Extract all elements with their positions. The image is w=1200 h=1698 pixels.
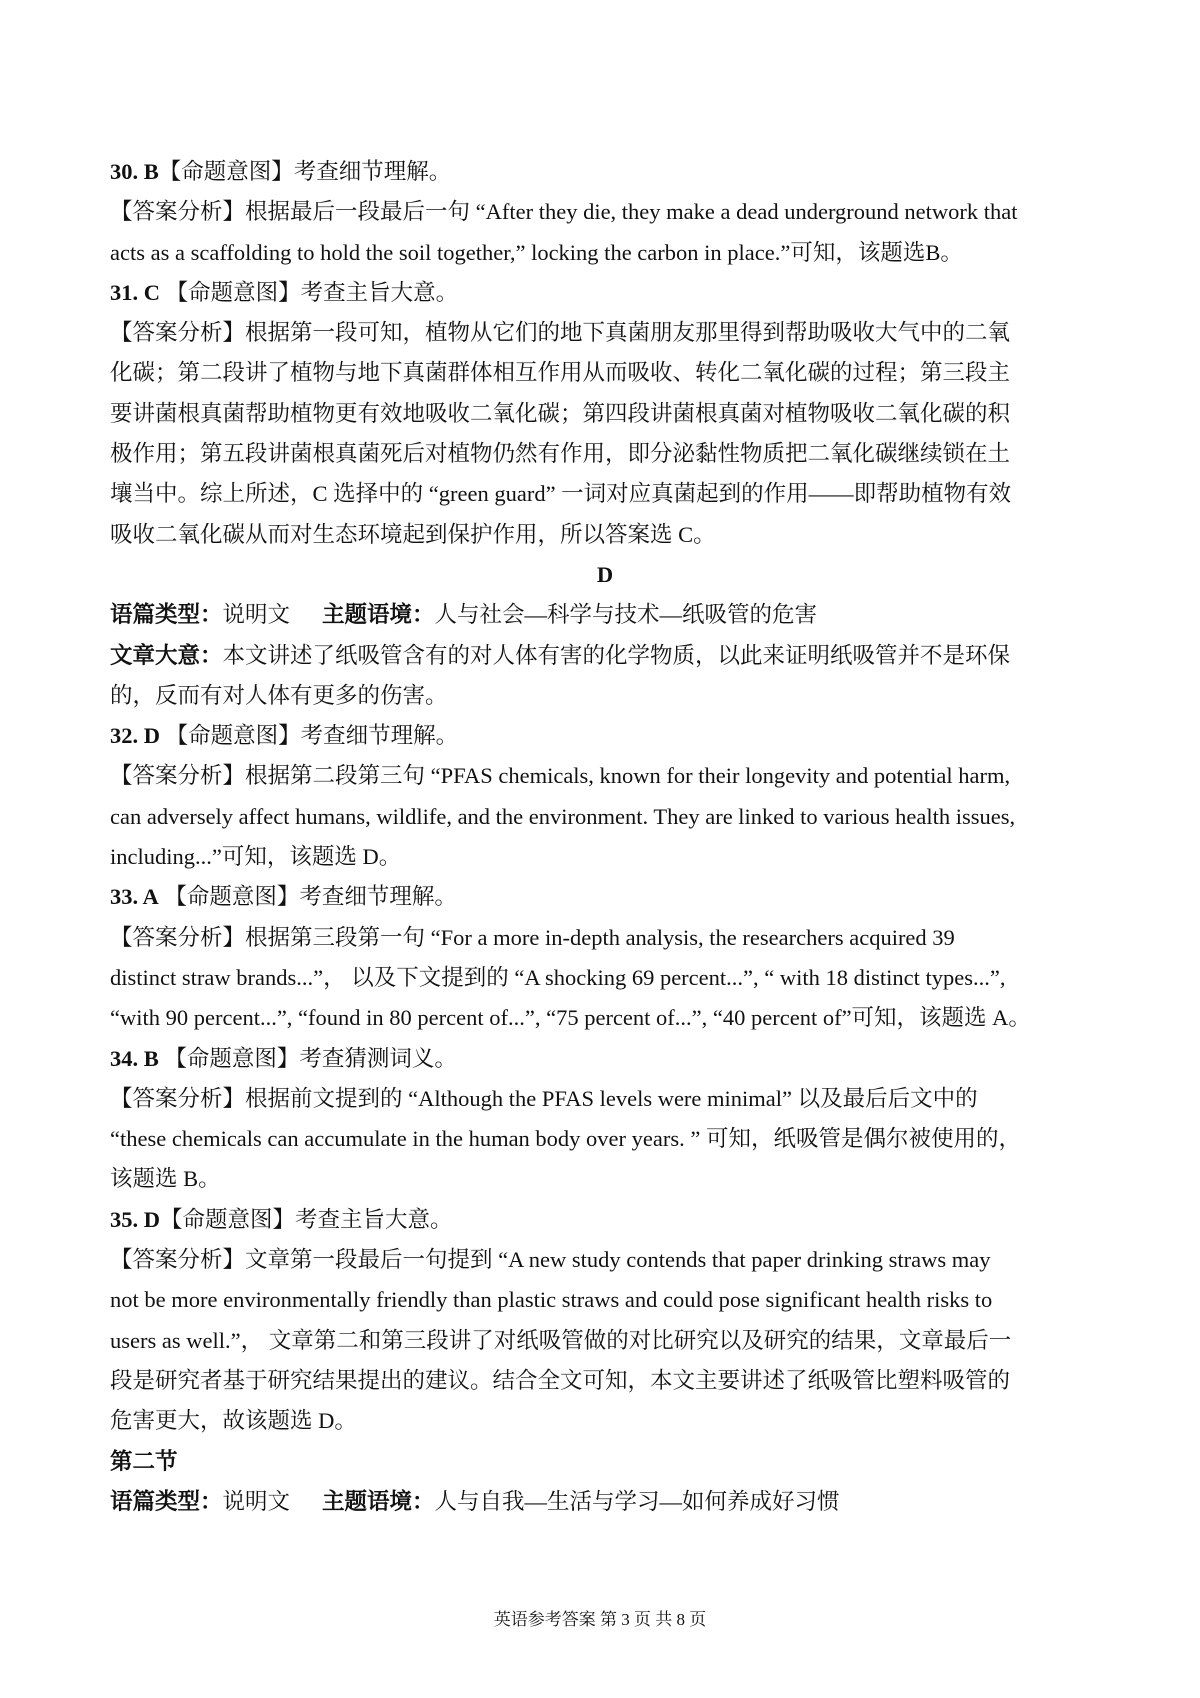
passage-type-value: 说明文: [222, 1488, 291, 1514]
main-idea-line: [110, 636, 1100, 676]
q35-analysis-line: 段是研究者基于研究结果提出的建议。结合全文可知，本文主要讲述了纸吸管比塑料吸管的: [110, 1367, 1011, 1393]
passage-type-line: [110, 595, 1100, 635]
section-two-heading: 第二节: [110, 1448, 178, 1474]
main-idea-label: 文章大意：: [110, 642, 223, 668]
q30-analysis-line: acts as a scaffolding to hold the soil together,” locking the carbon in place.”可知，该题选B。: [110, 239, 963, 265]
passage-type-line: [110, 1482, 1100, 1522]
q35-heading: [110, 1200, 1100, 1240]
question-intent: 【命题意图】考查细节理解。: [158, 884, 457, 910]
q30-heading: [110, 152, 1100, 192]
q31-analysis-line: 吸收二氧化碳从而对生态环境起到保护作用，所以答案选 C。: [110, 521, 716, 547]
q33-heading: [110, 877, 1100, 917]
q30-analysis-line: 【答案分析】根据最后一段最后一句 “After they die, they make a dead underground network that: [110, 199, 1018, 225]
question-number: 31. C: [110, 279, 160, 305]
q34-analysis-line: “these chemicals can accumulate in the human body over years. ” 可知，纸吸管是偶尔被使用的，: [110, 1126, 1021, 1152]
q32-heading: [110, 716, 1100, 756]
question-intent: 【命题意图】考查猜测词义。: [158, 1045, 457, 1071]
theme-context-label: 主题语境：: [322, 1488, 435, 1514]
section-d-heading: D: [596, 561, 614, 587]
q33-analysis-line: “with 90 percent...”, “found in 80 percent of...”, “75 percent of...”, “40 percent of”可知，该题选 A。: [110, 1005, 1031, 1031]
q31-analysis-line: 要讲菌根真菌帮助植物更有效地吸收二氧化碳；第四段讲菌根真菌对植物吸收二氧化碳的积: [110, 400, 1011, 426]
page-footer: 英语参考答案 第 3 页 共 8 页: [493, 1610, 707, 1629]
question-intent: 【命题意图】考查细节理解。: [158, 159, 452, 184]
q33-analysis-line: 【答案分析】根据第三段第一句 “For a more in-depth analysis, the researchers acquired 39: [110, 924, 955, 950]
theme-context-label: 主题语境：: [322, 602, 435, 628]
q31-analysis-line: 【答案分析】根据第一段可知，植物从它们的地下真菌朋友那里得到帮助吸收大气中的二氧: [110, 320, 1011, 346]
q31-analysis-line: 极作用；第五段讲菌根真菌死后对植物仍然有作用，即分泌黏性物质把二氧化碳继续锁在土: [110, 441, 1011, 467]
question-number: 33. A: [110, 884, 159, 910]
q33-analysis-line: distinct straw brands...”， 以及下文提到的 “A shocking 69 percent...”, “ with 18 distinct types...”,: [110, 964, 1006, 990]
question-number: 35. D: [110, 1206, 160, 1232]
q35-analysis-line: 【答案分析】文章第一段最后一句提到 “A new study contends that paper drinking straws may: [110, 1247, 991, 1273]
main-idea-value: 本文讲述了纸吸管含有的对人体有害的化学物质，以此来证明纸吸管并不是环保: [222, 642, 1011, 668]
q31-heading: [110, 273, 1100, 313]
answer-content: [110, 152, 1100, 1522]
question-number: 32. D: [110, 723, 160, 749]
theme-context-value: 人与社会—科学与技术—纸吸管的危害: [434, 602, 818, 628]
theme-context-value: 人与自我—生活与学习—如何养成好习惯: [434, 1488, 840, 1514]
passage-type-label: 语篇类型：: [110, 1488, 223, 1514]
question-number: 30. B: [110, 159, 159, 184]
question-number: 34. B: [110, 1045, 159, 1071]
q31-analysis-line: 壤当中。综上所述，C 选择中的 “green guard” 一词对应真菌起到的作用——即帮助植物有效: [110, 481, 1012, 507]
q35-analysis-line: not be more environmentally friendly than plastic straws and could pose significant health risks to: [110, 1287, 993, 1313]
question-intent: 【命题意图】考查主旨大意。: [160, 279, 459, 305]
q32-analysis-line: 【答案分析】根据第二段第三句 “PFAS chemicals, known for their longevity and potential harm,: [110, 763, 1011, 789]
q34-analysis-line: 【答案分析】根据前文提到的 “Although the PFAS levels were minimal” 以及最后后文中的: [110, 1085, 978, 1111]
passage-type-label: 语篇类型：: [110, 602, 223, 628]
q34-heading: [110, 1039, 1100, 1079]
question-intent: 【命题意图】考查主旨大意。: [160, 1206, 453, 1232]
q32-analysis-line: including...”可知，该题选 D。: [110, 844, 402, 870]
main-idea-line: 的，反而有对人体有更多的伤害。: [110, 682, 448, 708]
q32-analysis-line: can adversely affect humans, wildlife, and the environment. They are linked to various health issues,: [110, 803, 1016, 829]
q34-analysis-line: 该题选 B。: [110, 1166, 221, 1192]
q31-analysis-line: 化碳；第二段讲了植物与地下真菌群体相互作用从而吸收、转化二氧化碳的过程；第三段主: [110, 360, 1011, 386]
passage-type-value: 说明文: [222, 602, 291, 628]
question-intent: 【命题意图】考查细节理解。: [160, 723, 459, 749]
q35-analysis-line: 危害更大，故该题选 D。: [110, 1408, 357, 1434]
q35-analysis-line: users as well.”， 文章第二和第三段讲了对纸吸管做的对比研究以及研究的结果，文章最后一: [110, 1327, 1012, 1353]
